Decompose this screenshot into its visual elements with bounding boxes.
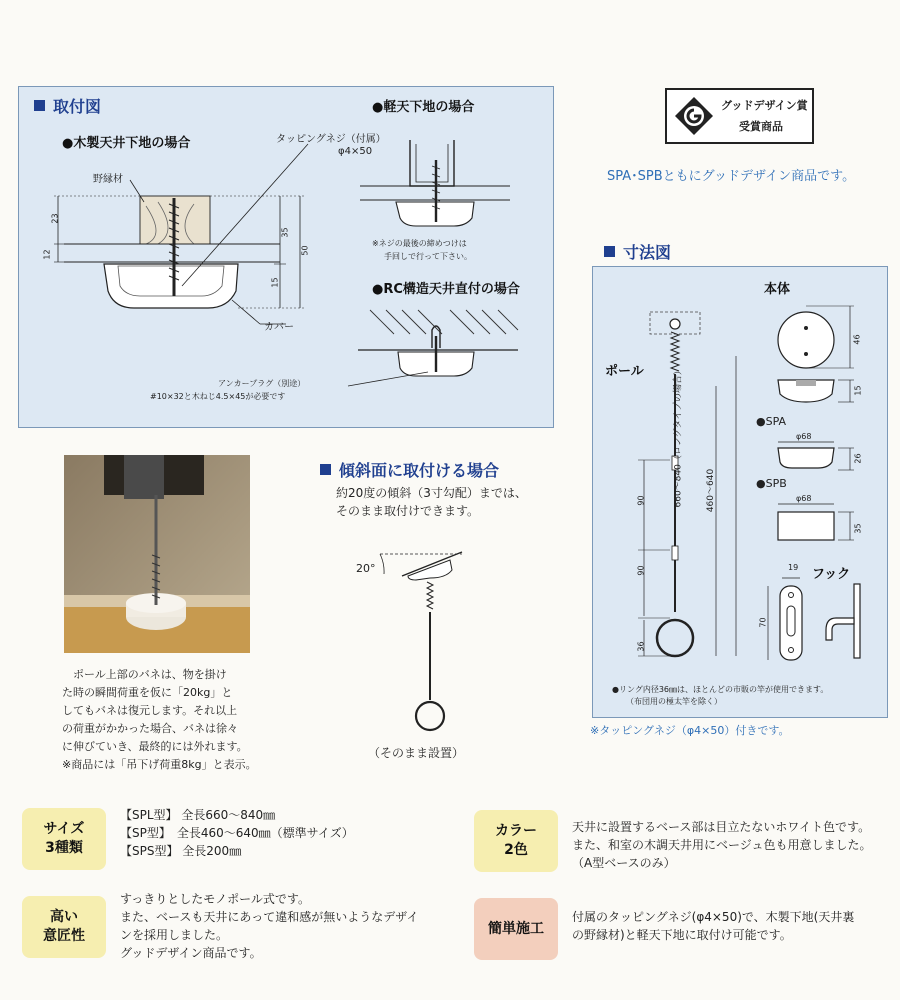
dim-36: 36 bbox=[636, 641, 646, 652]
size-feature-line: 【SPS型】 全長200㎜ bbox=[120, 844, 242, 858]
color-badge-line2: 2色 bbox=[504, 842, 528, 858]
screw-size-label: φ4×50 bbox=[338, 146, 373, 157]
easy-install-badge-label: 簡単施工 bbox=[488, 920, 544, 937]
good-design-note: SPA･SPBともにグッドデザイン商品です。 bbox=[607, 169, 856, 184]
slope-angle-label: 20° bbox=[356, 562, 376, 575]
good-design-logo-line2: 受賞商品 bbox=[739, 120, 783, 133]
spa-shape bbox=[778, 448, 834, 468]
product-photo-illustration bbox=[64, 455, 250, 653]
slope-title-text: 傾斜面に取付ける場合 bbox=[339, 461, 500, 480]
dim-15: 15 bbox=[270, 277, 280, 288]
dim-23: 23 bbox=[50, 213, 60, 224]
photo-caption-line: ※商品には「吊下げ荷重8kg」と表示。 bbox=[62, 758, 257, 771]
good-design-logo-line1: グッドデザイン賞 bbox=[721, 99, 808, 112]
design-feature-line: すっきりとしたモノポール式です。 bbox=[120, 892, 310, 906]
easy-install-feature-line: 付属のタッピングネジ(φ4×50)で、木製下地(天井裏 bbox=[572, 910, 855, 924]
size-badge bbox=[22, 808, 106, 870]
dim-50: 50 bbox=[300, 245, 310, 256]
spb-shape bbox=[778, 512, 834, 540]
good-design-g-icon bbox=[673, 95, 715, 137]
slope-text-line1: 約20度の傾斜（3寸勾配）までは、 bbox=[336, 486, 527, 500]
size-feature-text bbox=[120, 806, 354, 860]
dim-length-long bbox=[671, 498, 684, 508]
design-feature-line: グッドデザイン商品です。 bbox=[120, 946, 262, 960]
size-badge-line2: 3種類 bbox=[45, 840, 83, 856]
dim-70: 70 bbox=[758, 617, 768, 628]
photo-caption-line: の荷重がかかった場合、バネは徐々 bbox=[62, 722, 238, 735]
dim-90-upper: 90 bbox=[636, 495, 646, 506]
slope-text-line2: そのまま取付けできます。 bbox=[336, 504, 480, 518]
dim-90-lower: 90 bbox=[636, 565, 646, 576]
anchor-plug-label: アンカープラグ（別途） bbox=[218, 379, 306, 388]
design-feature-line: ンを採用しました。 bbox=[120, 928, 229, 942]
dim-35: 35 bbox=[280, 227, 290, 238]
color-badge bbox=[474, 810, 558, 872]
screw-note-line1: ※ネジの最後の締めつけは bbox=[372, 239, 467, 248]
body-label: 本体 bbox=[764, 282, 791, 297]
spb-label: ●SPB bbox=[756, 477, 787, 490]
dim-body-15: 15 bbox=[853, 385, 863, 396]
tapping-screw-label: タッピングネジ（付属） bbox=[276, 134, 386, 145]
tapping-screw-included-note: ※タッピングネジ（φ4×50）付きです。 bbox=[590, 724, 790, 737]
slope-description bbox=[336, 484, 527, 520]
size-feature-line: 【SPL型】 全長660〜840㎜ bbox=[120, 808, 276, 822]
design-badge-line2: 意匠性 bbox=[43, 928, 85, 944]
dimension-section-title bbox=[604, 240, 671, 263]
easy-install-feature-text bbox=[572, 908, 854, 944]
photo-caption-line: た時の瞬間荷重を仮に「20kg」と bbox=[62, 686, 233, 699]
screw-note-line2: 手回しで行って下さい。 bbox=[384, 252, 472, 261]
cover-label: カバー bbox=[264, 322, 294, 333]
color-badge-line1: カラー bbox=[495, 823, 537, 839]
design-feature-text bbox=[120, 890, 418, 962]
photo-caption-line: ポール上部のバネは、物を掛け bbox=[62, 668, 227, 681]
dim-46: 46 bbox=[852, 334, 862, 345]
install-title-text: 取付図 bbox=[53, 97, 102, 116]
ring-note-line2: （布団用の極太竿を除く） bbox=[626, 697, 722, 706]
pole-ring bbox=[657, 620, 693, 656]
dim-26: 26 bbox=[853, 453, 863, 464]
body-top-view bbox=[778, 312, 834, 368]
photo-caption-line: してもバネは復元します。それ以上 bbox=[62, 704, 238, 717]
square-bullet-icon bbox=[604, 246, 615, 257]
ring-note-line1: ●リング内径36㎜は、ほとんどの市販の竿が使用できます。 bbox=[612, 685, 829, 694]
size-badge-line1: サイズ bbox=[43, 821, 85, 837]
color-feature-line: また、和室の木調天井用にベージュ色も用意しました。 bbox=[572, 838, 872, 852]
dim-12: 12 bbox=[42, 249, 52, 260]
rc-ceiling-heading: ●RC構造天井直付の場合 bbox=[372, 282, 520, 297]
design-badge bbox=[22, 896, 106, 958]
anchor-plug-note: #10×32と木ねじ4.5×45が必要です bbox=[150, 392, 286, 401]
easy-install-badge bbox=[474, 898, 558, 960]
pole-label: ポール bbox=[605, 364, 644, 379]
slope-caption: （そのまま設置） bbox=[368, 746, 465, 760]
spa-label: ●SPA bbox=[756, 415, 787, 428]
dimension-title-text: 寸法図 bbox=[623, 243, 672, 262]
color-feature-line: （A型ベースのみ） bbox=[572, 856, 676, 870]
square-bullet-icon bbox=[320, 464, 331, 475]
light-steel-channel bbox=[410, 140, 454, 186]
product-photo bbox=[64, 455, 250, 653]
dim-length-short: 460〜640 bbox=[706, 468, 717, 513]
easy-install-feature-line: の野縁材)と軽天下地に取付け可能です。 bbox=[572, 928, 792, 942]
wood-ceiling-heading: ●木製天井下地の場合 bbox=[62, 136, 191, 151]
slope-section-title bbox=[320, 458, 499, 481]
size-feature-line: 【SP型】 全長460〜640㎜（標準サイズ） bbox=[120, 826, 354, 840]
light-ceiling-heading: ●軽天下地の場合 bbox=[372, 100, 475, 115]
hook-label: フック bbox=[812, 567, 851, 582]
dim-19: 19 bbox=[788, 563, 799, 572]
photo-caption bbox=[62, 666, 272, 774]
design-badge-line1: 高い bbox=[50, 909, 78, 925]
color-feature-line: 天井に設置するベース部は目立たないホワイト色です。 bbox=[572, 820, 871, 834]
hook-arm bbox=[826, 618, 854, 640]
nobuchi-label: 野縁材 bbox=[93, 174, 123, 185]
color-feature-text bbox=[572, 818, 872, 872]
good-design-logo bbox=[665, 88, 814, 144]
dim-phi68-spb: φ68 bbox=[796, 494, 812, 503]
dim-35-spb: 35 bbox=[853, 523, 863, 534]
design-feature-line: また、ベースも天井にあって違和感が無いようなデザイ bbox=[120, 910, 419, 924]
base-cover-shape bbox=[104, 264, 238, 308]
photo-caption-line: に伸びていき、最終的には外れます。 bbox=[62, 740, 248, 753]
dim-phi68-spa: φ68 bbox=[796, 432, 812, 441]
